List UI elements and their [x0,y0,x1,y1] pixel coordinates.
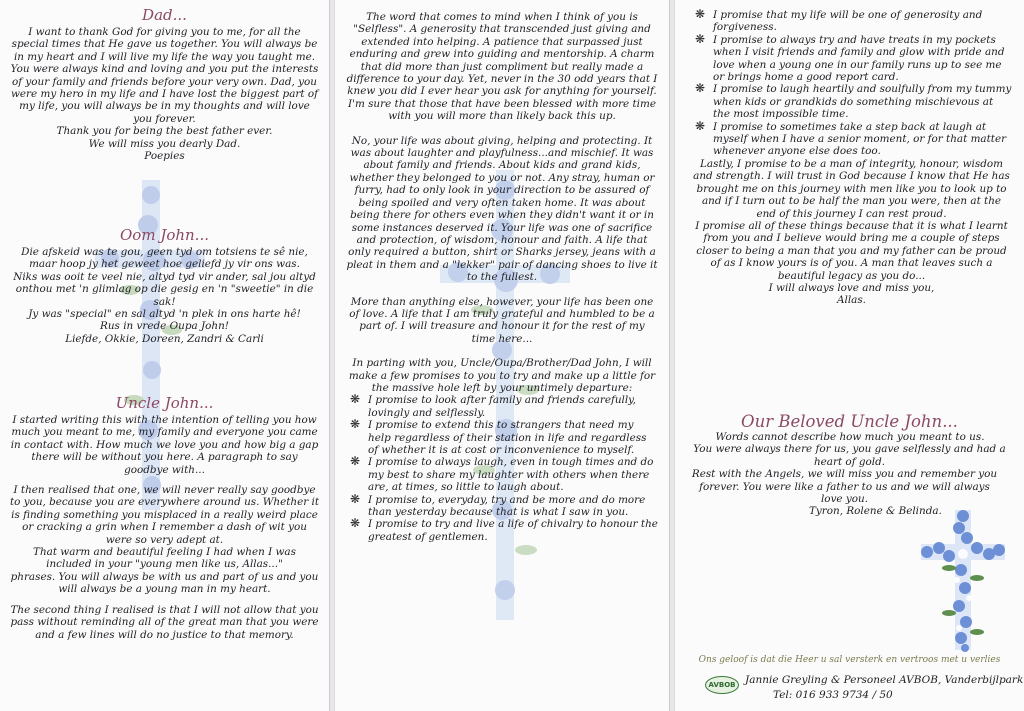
promise-list [346,394,658,543]
dad-message: I want to thank God for giving you to me, for all the special times that He gave us together. You will always be in my heart and I will live my life the way you taught me. You were always kind and loving and you put the interests of your family and friends before your very own. Dad, you were my hero in my life and I have lost the biggest part of my life, you will always be in my thoughts and will love you forever. [10,26,319,125]
right-panel [674,0,1024,711]
beloved-p1: Words cannot describe how much you meant to us. [715,431,985,443]
giving-paragraph: No, your life was about giving, helping and protecting. It was about laughter and playfulness...and mischief. It was about family and friends. About kids and grand kids, whether they belonged to you or not. Any stray, human or furry, had to only look in your direction to be assured of being spoiled and very often taken home. It was about being there for others even when they didn't want it or in some instances deserved it. Your life was one of sacrifice and protection, of wisdom, honour and faith. A life that only required a button, shirt or Sharks jersey, jeans with a pleat in them and a "lekker" pair of dancing shoes to live it to the fullest. [346,134,658,284]
oom-john-p4: Rus in vrede Oupa John! [100,320,229,333]
oom-john-p1: Die afskeid was te gou, geen tyd om totsiens te sê nie, maar hoop jy het geweet hoe geliefd jy vir ons was. [21,246,308,271]
promise-text: I promise to look after family and friends carefully, lovingly and selflessly. [368,394,636,419]
uncle-john-heading: Uncle John... [115,394,214,412]
flower-bullet-icon: ❋ [695,81,706,96]
footer-agent: Jannie Greyling & Personeel AVBOB, Vanderbijlpark [745,674,1024,686]
oom-john-p2: Niks was ooit te veel nie, altyd tyd vir ander, sal jou altyd onthou met 'n glimlag op die gesig en 'n "sweetie" in die sak! [13,270,316,308]
selfless-paragraph: The word that comes to mind when I think of you is "Selfless". A generosity that transcended just giving and extended into helping. A patience that surpassed just enduring and grew into guiding and mentorship. A charm that did more than just compliment but really made a difference to your day. Yet, never in the 30 odd years that I knew you did I ever hear you ask for anything for yourself. I'm sure that those that have been blessed with more time with you will more than likely back this up. [346,11,658,123]
promise-text: I promise to always try and have treats in my pockets when I visit friends and family and glow with pride and love when a young one in our family runs up to see me or brings home a good report card. [713,33,1005,84]
oom-john-signature: Liefde, Okkie, Doreen, Zandri & Carli [65,332,264,345]
list-item [346,394,658,419]
list-item [346,419,658,456]
footer-motto: Ons geloof is dat die Heer u sal versterk en vertroos met u verlies [698,655,1001,665]
promise-text: I promise to extend this to strangers that need my help regardless of their station in life and regardless of whether it is at cost or inconvenience to myself. [368,419,647,456]
middle-panel [334,0,670,711]
always-love-line: I will always love and miss you, [768,281,935,294]
list-item [691,83,1012,120]
dad-signature: Poepies [144,150,185,163]
uncle-john-p3b: phrases. You will always be with us and part of us and you will always be a young man in my heart. [10,570,319,596]
dad-thanks: Thank you for being the best father ever. [56,125,273,138]
list-item [346,491,658,519]
uncle-john-p1: I started writing this with the intention of telling you how much you meant to me, my family and everyone you came in contact with. How much we love you and how big a gap there will be without you here. A paragraph to say goodbye with... [10,414,319,476]
flower-cross-icon [919,508,1007,653]
promise-text: I promise to, everyday, try and be more and do more than yesterday because that is what I saw in you. [368,493,646,519]
promise-text: I promise to laugh heartily and soulfully from my tummy when kids or grandkids do something mischievous at the most impossible time. [713,83,1012,121]
footer-telephone: Tel: 016 933 9734 / 50 [773,689,893,701]
promise-text: I promise to sometimes take a step back at laugh at myself when I have a senior moment, or for that matter whenever anyone else does too. [713,120,1007,158]
dad-miss: We will miss you dearly Dad. [88,137,241,150]
avbob-logo: AVBOB [705,676,739,694]
flower-bullet-icon: ❋ [350,392,361,407]
allas-signature: Allas. [837,294,866,307]
promise-list-continued [691,9,1012,158]
beloved-p2: You were always there for us, you gave selflessly and had a heart of gold. [693,443,1006,468]
uncle-john-p4: The second thing I realised is that I will not allow that you pass without reminding all of the great man that you were and a few lines will do no justice to that memory. [10,603,319,641]
promise-text: I promise to try and live a life of chivalry to honour the greatest of gentlemen. [368,518,658,543]
love-paragraph: More than anything else, however, your life has been one of love. A life that I am truly grateful and humbled to be a part of. I will treasure and honour it for the rest of my time here... [349,295,655,345]
beloved-heading: Our Beloved Uncle John... [741,412,958,431]
oom-john-p3: Jy was "special" en sal altyd 'n plek in ons harte hê! [28,308,301,321]
list-item [691,31,1012,84]
list-item [691,9,1012,34]
learnt-paragraph: I promise all of these things because that it is what I learnt from you and I believe would bring me a couple of steps closer to being a man that you and my father can be proud of as I know yours is of you. A man that leaves such a beautiful legacy as you do... [695,219,1008,282]
flower-bullet-icon: ❋ [695,7,706,21]
flower-bullet-icon: ❋ [350,491,361,506]
left-panel [0,0,330,711]
promise-text: I promise that my life will be one of generosity and forgiveness. [713,9,983,34]
flower-bullet-icon: ❋ [695,118,706,133]
list-item [691,118,1012,158]
uncle-john-p2: I then realised that one, we will never really say goodbye to you, because you are everywhere around us. Whether it is finding something you misplaced in a really weird place or cracking a grin when I remember a dash of wit you were so very adept at. [9,484,320,546]
parting-paragraph: In parting with you, Uncle/Oupa/Brother/Dad John, I will make a few promises to you to try and make up a little for the massive hole left by your untimely departure: [348,357,656,394]
lastly-paragraph: Lastly, I promise to be a man of integrity, honour, wisdom and strength. I will trust in God because I know that He has brought me on this journey with men like you to look up to and if I turn out to be half the man you were, then at the end of this journey I can rest proud. [693,157,1010,220]
uncle-john-p3a: That warm and beautiful feeling I had when I was included in your "young men like us, Allas..." [33,546,296,571]
dad-heading: Dad... [142,6,187,24]
oom-john-heading: Oom John... [120,226,209,244]
flower-bullet-icon: ❋ [350,516,361,531]
beloved-p3: Rest with the Angels, we will miss you and remember you forever. You were like a father to us and we will always love you. [691,468,998,506]
list-item [346,518,658,543]
flower-bullet-icon: ❋ [350,417,361,432]
flower-bullet-icon: ❋ [350,454,361,469]
flower-bullet-icon: ❋ [695,31,706,46]
list-item [346,456,658,493]
promise-text: I promise to always laugh, even in tough times and do my best to share my laughter with others when there are, at times, so little to laugh about. [368,456,654,494]
beloved-signature: Tyron, Rolene & Belinda. [809,505,942,518]
